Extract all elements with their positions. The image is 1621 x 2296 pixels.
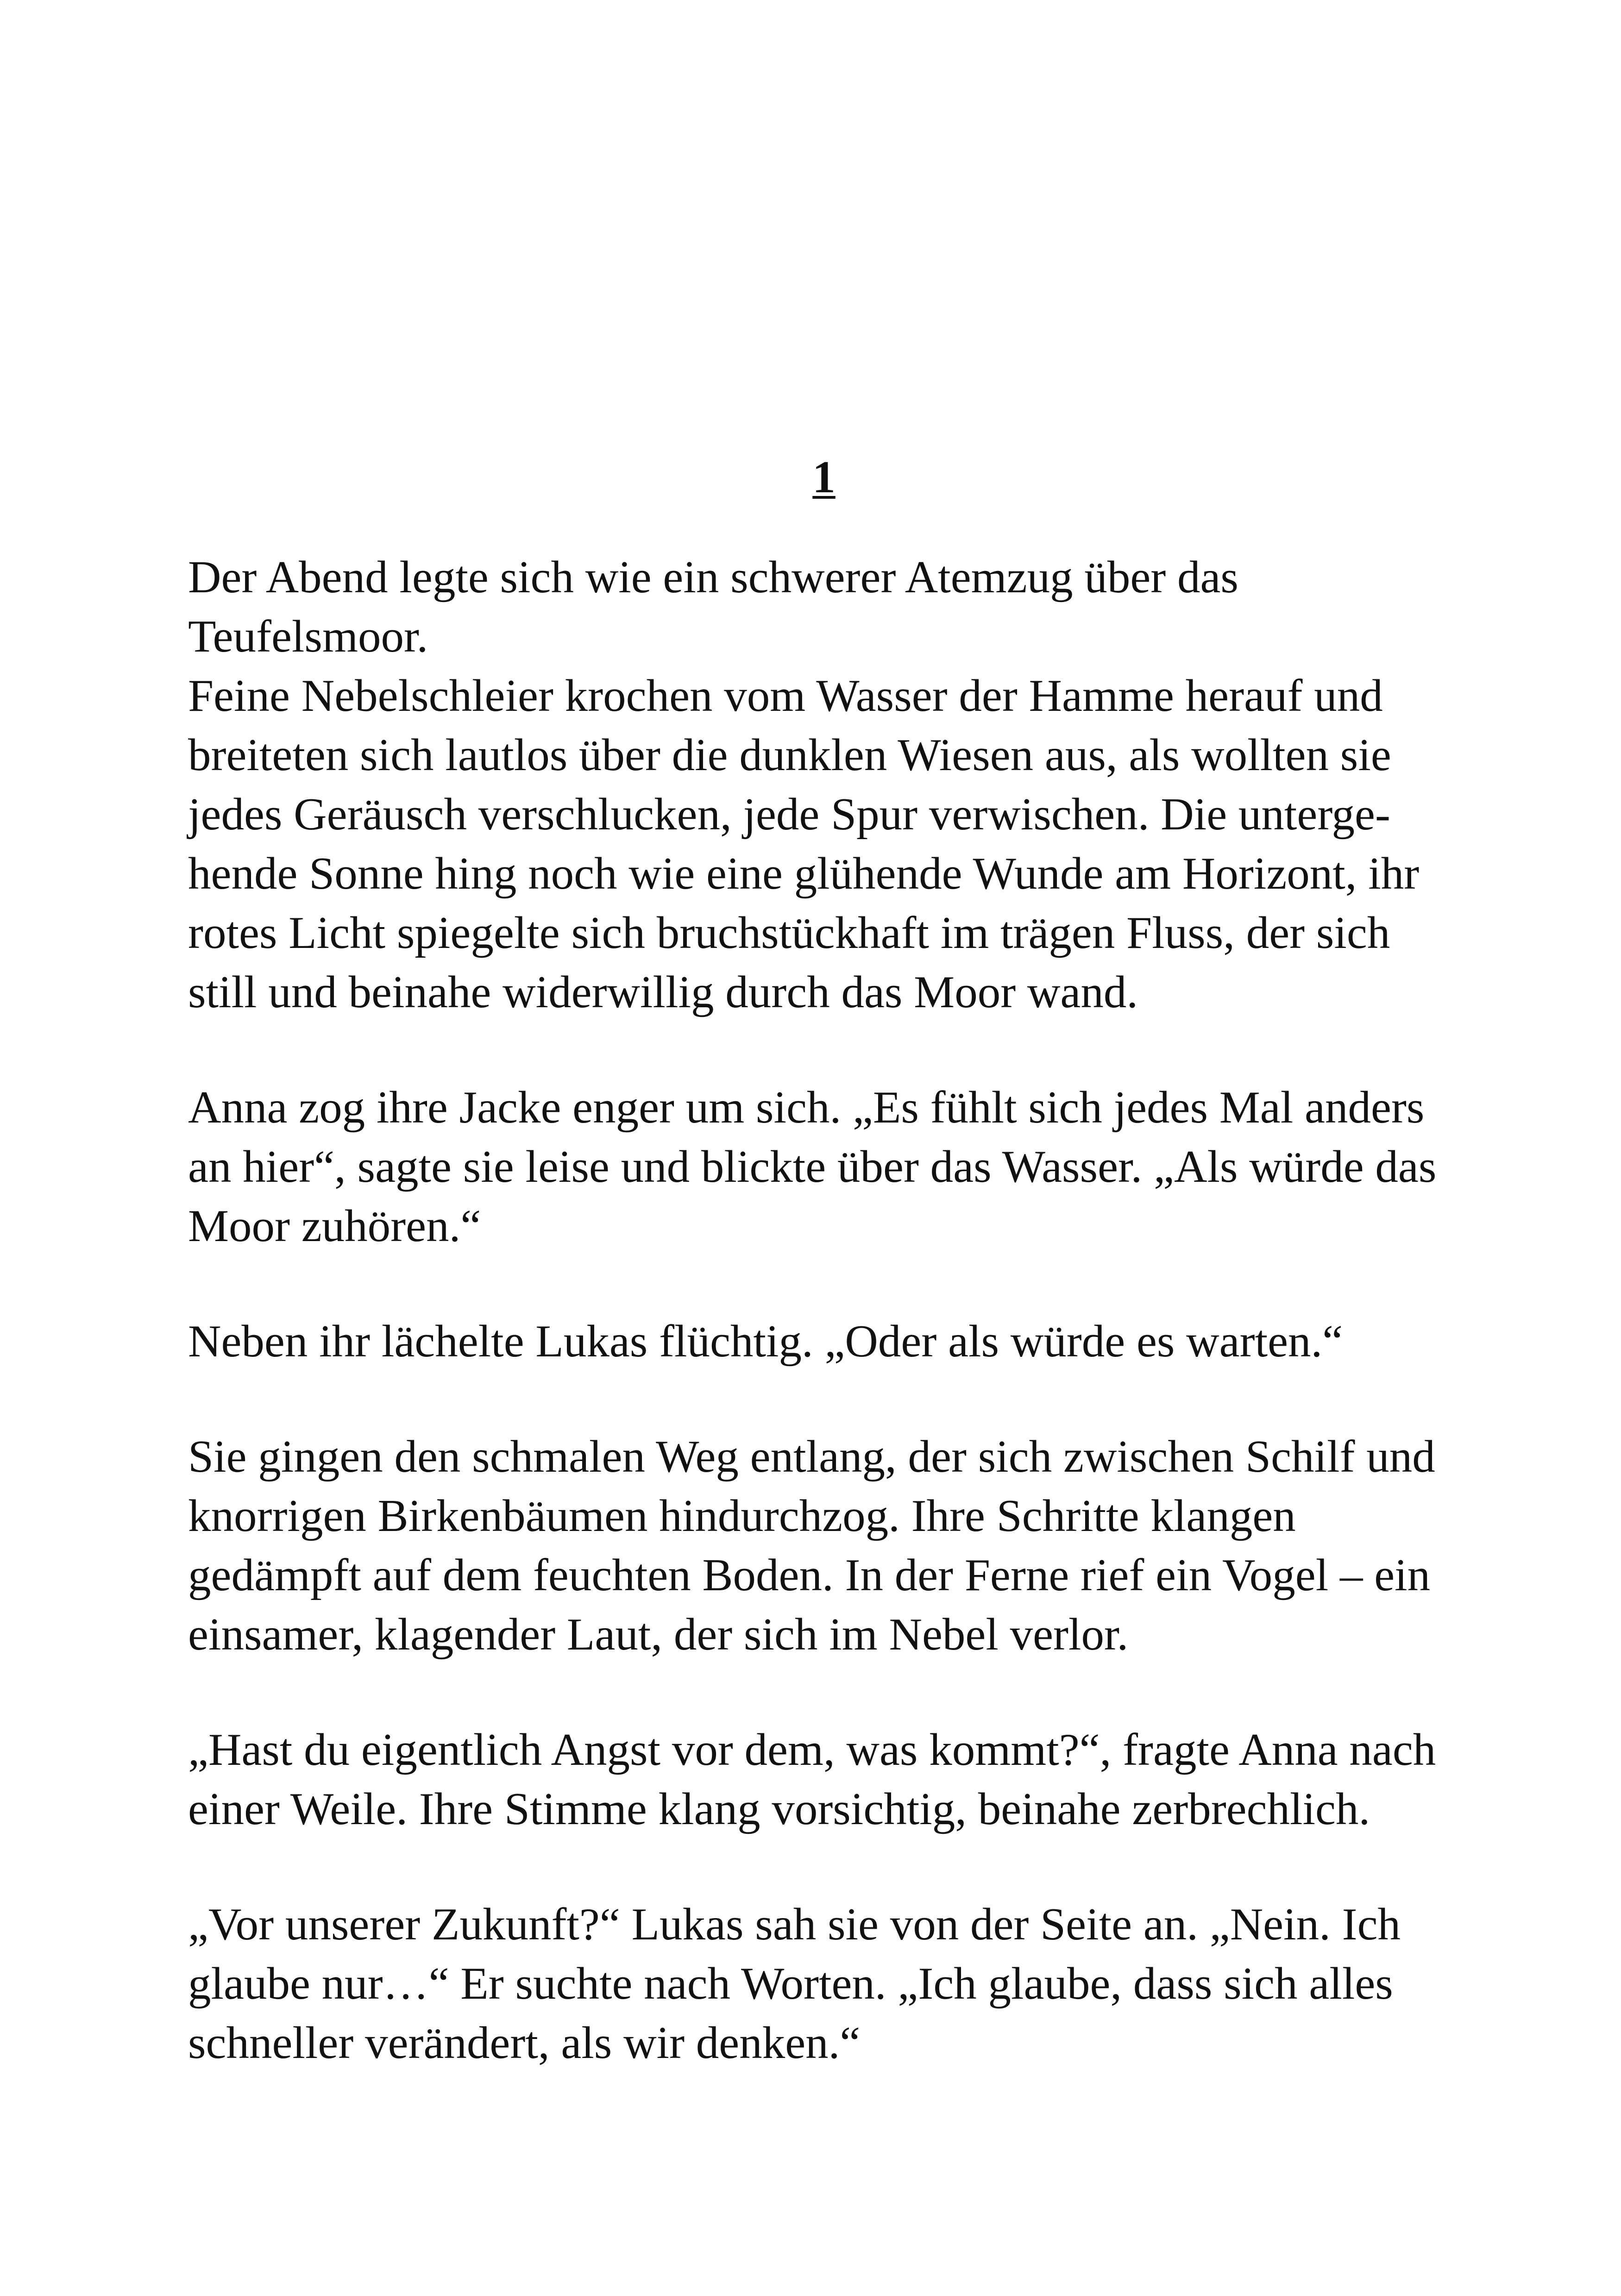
text-line: still und beinahe widerwillig durch das Moor wand. xyxy=(188,967,1138,1017)
text-line: einsamer, klagender Laut, der sich im Nebel verlor. xyxy=(188,1609,1129,1660)
chapter-number: 1 xyxy=(812,452,836,502)
text-line: Moor zuhören.“ xyxy=(188,1201,481,1251)
chapter-heading xyxy=(188,448,1460,507)
text-line: Anna zog ihre Jacke enger um sich. „Es fühlt sich jedes Mal anders xyxy=(188,1082,1425,1133)
text-line: an hier“, sagte sie leise und blickte über das Wasser. „Als würde das xyxy=(188,1142,1437,1192)
text-line: „Vor unserer Zukunft?“ Lukas sah sie von der Seite an. „Nein. Ich xyxy=(188,1899,1401,1950)
text-line: schneller verändert, als wir denken.“ xyxy=(188,2018,861,2068)
text-line: Der Abend legte sich wie ein schwerer Atemzug über das xyxy=(188,552,1238,602)
text-line: hende Sonne hing noch wie eine glühende Wunde am Horizont, ihr xyxy=(188,848,1420,899)
chapter-body xyxy=(188,548,1531,2073)
text-line: einer Weile. Ihre Stimme klang vorsichtig, beinahe zerbrechlich. xyxy=(188,1784,1370,1834)
text-line: jedes Geräusch verschlucken, jede Spur verwischen. Die unterge- xyxy=(188,789,1390,840)
text-line: „Hast du eigentlich Angst vor dem, was kommt?“, fragte Anna nach xyxy=(188,1725,1436,1775)
paragraph xyxy=(188,1312,1531,1371)
paragraph xyxy=(188,1078,1531,1256)
text-line: rotes Licht spiegelte sich bruchstückhaft im trägen Fluss, der sich xyxy=(188,908,1390,958)
text-line: Feine Nebelschleier krochen vom Wasser der Hamme herauf und xyxy=(188,671,1383,721)
text-line: breiteten sich lautlos über die dunklen Wiesen aus, als wollten sie xyxy=(188,730,1391,780)
text-line: glaube nur…“ Er suchte nach Worten. „Ich glaube, dass sich alles xyxy=(188,1958,1393,2009)
text-line: gedämpft auf dem feuchten Boden. In der Ferne rief ein Vogel – ein xyxy=(188,1550,1431,1600)
paragraph xyxy=(188,1720,1531,1839)
paragraph xyxy=(188,1427,1531,1664)
text-line: knorrigen Birkenbäumen hindurchzog. Ihre Schritte klangen xyxy=(188,1491,1296,1541)
text-line: Teufelsmoor. xyxy=(188,611,428,662)
paragraph xyxy=(188,1895,1531,2073)
text-line: Sie gingen den schmalen Weg entlang, der sich zwischen Schilf und xyxy=(188,1431,1435,1482)
text-line: Neben ihr lächelte Lukas flüchtig. „Oder als würde es warten.“ xyxy=(188,1316,1343,1367)
paragraph xyxy=(188,548,1531,1022)
